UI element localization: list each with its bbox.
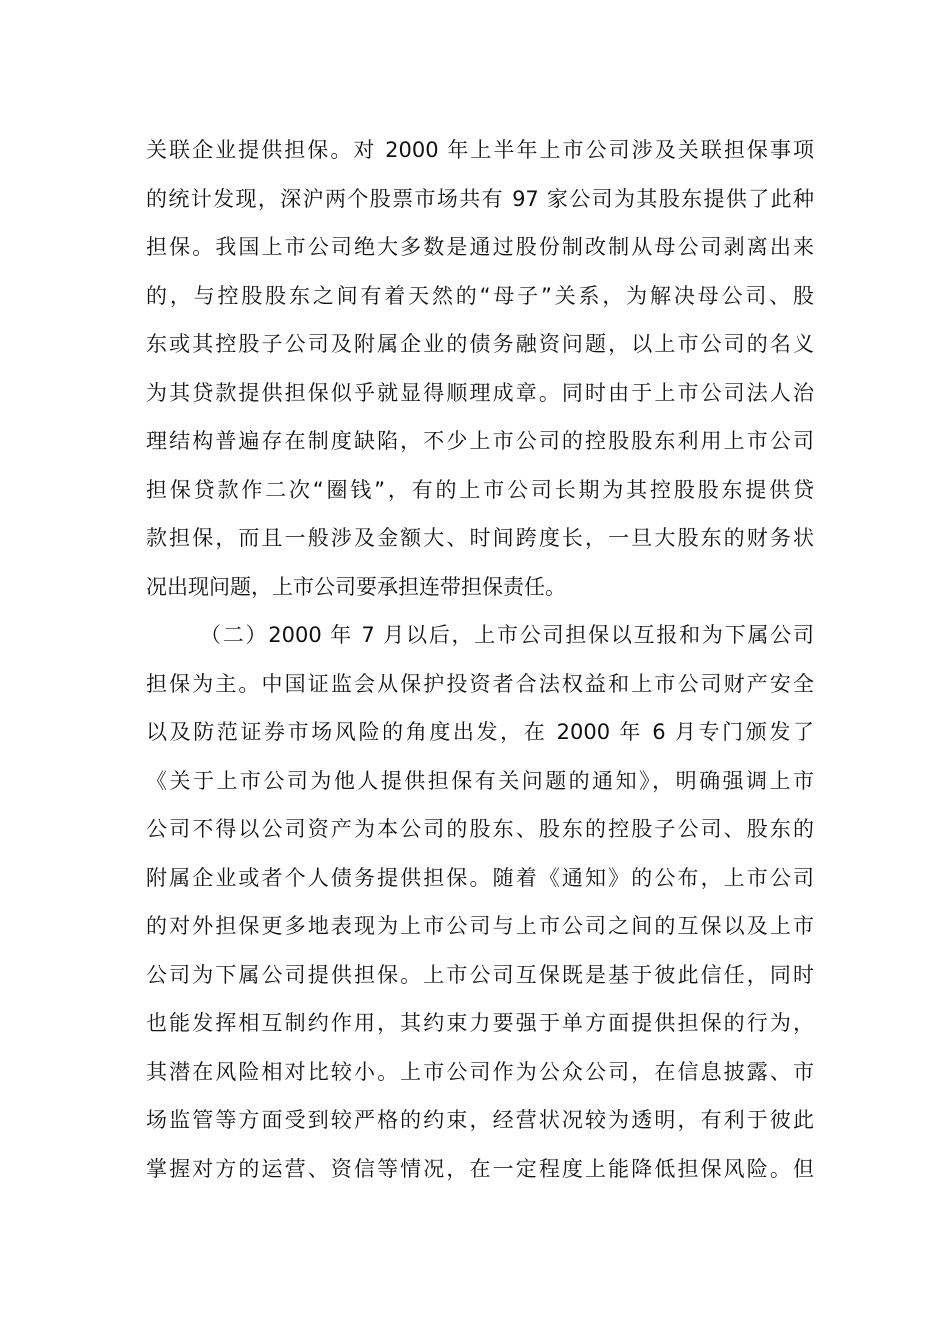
text-line: 附属企业或者个人债务提供担保。随着《通知》的公布，上市公司 [146, 865, 814, 890]
body-text [146, 126, 814, 1193]
text-line: 的统计发现，深沪两个股票市场共有 97 家公司为其股东提供了此种 [146, 186, 814, 211]
text-line: 其潜在风险相对比较小。上市公司作为公众公司，在信息披露、市 [146, 1059, 814, 1084]
section-heading-line: （二）2000 年 7 月以后，上市公司担保以互报和为下属公司 [200, 623, 814, 647]
text-line: 公司为下属公司提供担保。上市公司互保既是基于彼此信任，同时 [146, 962, 814, 987]
text-line: 也能发挥相互制约作用，其约束力要强于单方面提供担保的行为， [146, 1011, 814, 1035]
text-line: 为其贷款提供担保似乎就显得顺理成章。同时由于上市公司法人治 [146, 380, 814, 405]
text-line: 况出现问题，上市公司要承担连带担保责任。 [146, 574, 566, 599]
text-line: 以及防范证券市场风险的角度出发，在 2000 年 6 月专门颁发了 [146, 720, 814, 744]
text-line: 担保。我国上市公司绝大多数是通过股份制改制从母公司剥离出来 [146, 235, 814, 259]
text-line: 的，与控股股东之间有着天然的“母子”关系，为解决母公司、股 [146, 283, 814, 308]
text-line: 《关于上市公司为他人提供担保有关问题的通知》，明确强调上市 [146, 768, 814, 793]
text-line: 场监管等方面受到较严格的约束，经营状况较为透明，有利于彼此 [146, 1108, 814, 1132]
text-line: 理结构普遍存在制度缺陷，不少上市公司的控股股东利用上市公司 [146, 429, 814, 453]
text-line: 东或其控股子公司及附属企业的债务融资问题，以上市公司的名义 [146, 332, 814, 356]
text-line: 的对外担保更多地表现为上市公司与上市公司之间的互保以及上市 [146, 914, 814, 938]
text-line: 担保贷款作二次“圈钱”，有的上市公司长期为其控股股东提供贷 [146, 477, 814, 502]
text-line: 公司不得以公司资产为本公司的股东、股东的控股子公司、股东的 [146, 817, 814, 841]
text-line: 关联企业提供担保。对 2000 年上半年上市公司涉及关联担保事项 [146, 138, 814, 162]
text-line: 担保为主。中国证监会从保护投资者合法权益和上市公司财产安全 [146, 671, 814, 696]
text-line: 款担保，而且一般涉及金额大、时间跨度长，一旦大股东的财务状 [146, 526, 814, 550]
text-line: 掌握对方的运营、资信等情况，在一定程度上能降低担保风险。但 [146, 1156, 814, 1181]
